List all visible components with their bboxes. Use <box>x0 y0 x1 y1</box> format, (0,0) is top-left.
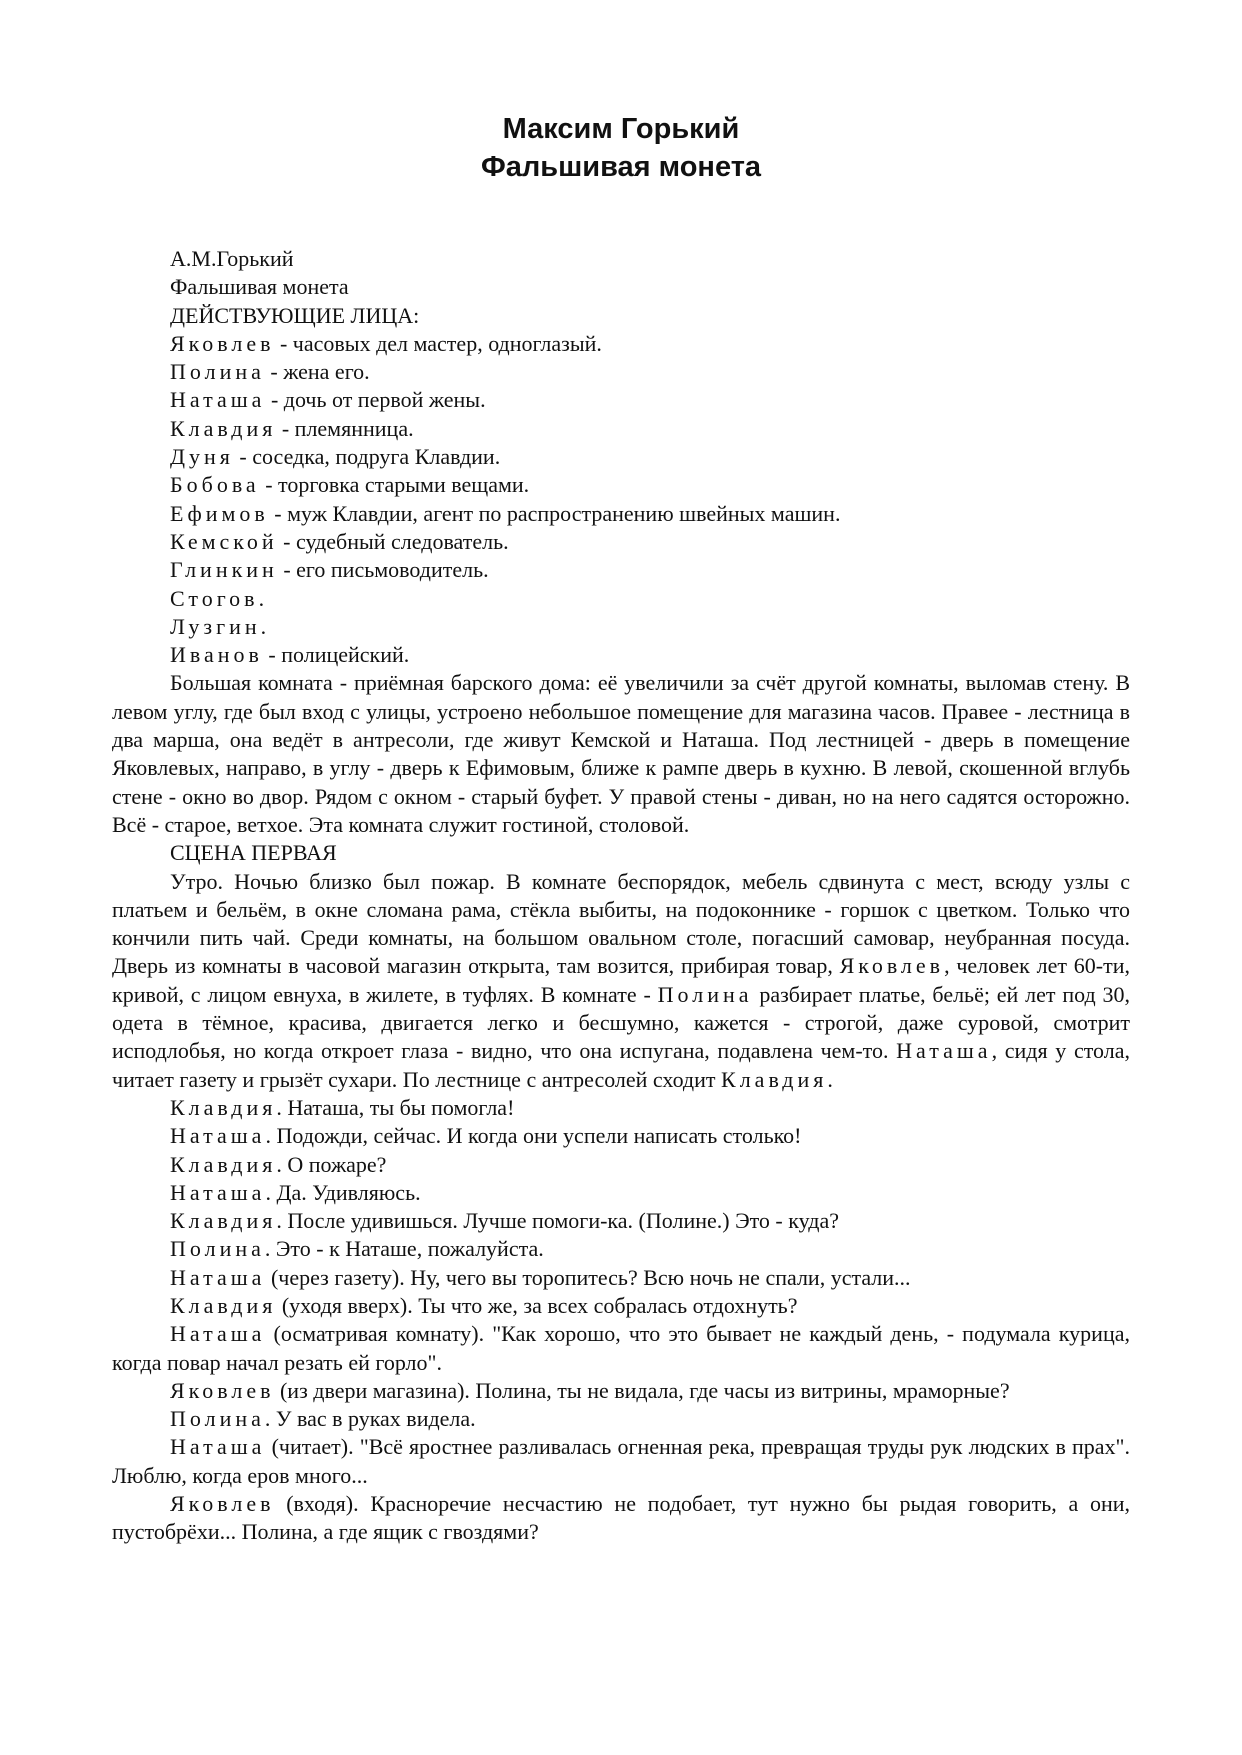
dialogue-line <box>112 1207 1130 1235</box>
cast-item <box>112 415 1130 443</box>
dialogue-text: . Да. Удивляюсь. <box>265 1179 421 1205</box>
cast-desc: . <box>260 613 267 639</box>
cast-item <box>112 641 1130 669</box>
intro-character: Яковлев <box>839 953 945 979</box>
dialogue-line <box>112 1433 1130 1490</box>
speaker-name: Наташа <box>170 1179 266 1205</box>
dialogue-text: . Наташа, ты бы помогла! <box>276 1094 515 1120</box>
intro-text: , человек лет 60-ти, кривой, с лицом евнуха, в жилете, в туфлях. В комнате - <box>112 953 1130 1007</box>
intro-character: Полина <box>657 981 753 1007</box>
cast-item <box>112 500 1130 528</box>
cast-desc: - полицейский. <box>262 642 410 668</box>
intro-character: Клавдия <box>721 1066 828 1092</box>
cast-desc: - племянница. <box>276 415 414 441</box>
title-line: Фальшивая монета <box>170 274 349 300</box>
cast-name: Кемской <box>170 528 278 554</box>
speaker-name: Клавдия <box>170 1094 277 1120</box>
cast-desc: - часовых дел мастер, одноглазый. <box>274 330 602 356</box>
dialogue-text: (входя). Красноречие несчастию не подобает, тут нужно бы рыдая говорить, а они, пустобрёхи... Полина, а где ящик с гвоздями? <box>112 1491 1130 1545</box>
cast-name: Клавдия <box>170 415 277 441</box>
dialogue-text: (через газету). Ну, чего вы торопитесь? Всю ночь не спали, устали... <box>265 1264 911 1290</box>
intro-text: , сидя у стола, читает газету и грызёт сухари. По лестнице с антресолей сходит <box>112 1038 1130 1092</box>
dialogue-line <box>112 1179 1130 1207</box>
cast-item <box>112 443 1130 471</box>
dialogue-text: (из двери магазина). Полина, ты не видала, где часы из витрины, мраморные? <box>274 1377 1010 1403</box>
author-line: А.М.Горький <box>170 246 294 271</box>
setting-paragraph: Большая комната - приёмная барского дома: её увеличили за счёт другой комнаты, выломав стену. В левом углу, где был вход с улицы, устроено небольшое помещение для магазина часов. Правее - лестница в два марша, она ведёт в антресоли, где живут Кемской и Наташа. Под лестницей - дверь в помещение Яковлевых, направо, в углу - дверь к Ефимовым, ближе к рампе дверь в кухню. В левой, скошенной вглубь стене - окно во двор. Рядом с окном - старый буфет. У правой стены - диван, но на него садятся осторожно. Всё - старое, ветхое. Эта комната служит гостиной, столовой. <box>112 670 1130 837</box>
dialogue-line <box>112 1405 1130 1433</box>
speaker-name: Клавдия <box>170 1292 277 1318</box>
cast-desc: - соседка, подруга Клавдии. <box>233 444 501 470</box>
dialogue-text: . О пожаре? <box>276 1151 387 1177</box>
dialogue-text: (осматривая комнату). "Как хорошо, что это бывает не каждый день, - подумала курица, когда повар начал резать ей горло". <box>112 1321 1130 1375</box>
scene-heading: СЦЕНА ПЕРВАЯ <box>170 840 337 866</box>
cast-name: Стогов <box>170 585 259 611</box>
cast-item <box>112 556 1130 584</box>
cast-item <box>112 471 1130 499</box>
speaker-name: Наташа <box>170 1264 266 1290</box>
scene-intro-paragraph <box>112 868 1130 1094</box>
intro-text: Утро. Ночью близко был пожар. В комнате беспорядок, мебель сдвинута с мест, всюду узлы с платьем и бельём, в окне сломана рама, стёкла выбиты, на подоконнике - горшок с цветком. Только что кончили пить чай. Среди комнаты, на большом овальном столе, погасший самовар, неубранная посуда. Дверь из комнаты в часовой магазин открыта, там возится, прибирая товар, <box>112 868 1130 979</box>
cast-name: Глинкин <box>170 557 278 583</box>
dialogue-text: (уходя вверх). Ты что же, за всех собралась отдохнуть? <box>276 1292 798 1318</box>
cast-name: Ефимов <box>170 500 269 526</box>
speaker-name: Клавдия <box>170 1208 277 1234</box>
dialogue-line <box>112 1292 1130 1320</box>
cast-name: Лузгин <box>170 613 261 639</box>
speaker-name: Наташа <box>170 1123 266 1149</box>
speaker-name: Наташа <box>170 1321 266 1347</box>
dialogue-line <box>112 1490 1130 1547</box>
speaker-name: Полина <box>170 1236 265 1262</box>
author-heading: Максим Горький <box>502 113 740 145</box>
cast-desc: - торговка старыми вещами. <box>259 472 530 498</box>
cast-desc: - жена его. <box>264 359 370 385</box>
dialogue-text: (читает). "Всё яростнее разливалась огненная река, превращая труды рук людских в прах". Люблю, когда еров много... <box>112 1434 1130 1488</box>
cast-item <box>112 613 1130 641</box>
cast-name: Яковлев <box>170 330 275 356</box>
cast-list <box>112 330 1130 670</box>
cast-name: Полина <box>170 359 265 385</box>
cast-item <box>112 358 1130 386</box>
document-body <box>112 245 1130 1547</box>
cast-name: Иванов <box>170 642 263 668</box>
cast-desc: - его письмоводитель. <box>277 557 489 583</box>
cast-desc: - муж Клавдии, агент по распространению швейных машин. <box>268 500 841 526</box>
title-heading: Фальшивая монета <box>480 151 762 183</box>
cast-item <box>112 386 1130 414</box>
cast-desc: - судебный следователь. <box>277 528 509 554</box>
cast-heading: ДЕЙСТВУЮЩИЕ ЛИЦА: <box>170 302 420 328</box>
intro-character: Наташа <box>896 1038 992 1064</box>
intro-text: . <box>827 1066 833 1092</box>
dialogue-line <box>112 1264 1130 1292</box>
dialogue-line <box>112 1094 1130 1122</box>
speaker-name: Яковлев <box>170 1491 275 1517</box>
dialogue-line <box>112 1122 1130 1150</box>
intro-text: разбирает платье, бельё; ей лет под 30, одета в тёмное, красива, двигается легко и бесшумно, кажется - строгой, даже суровой, смотрит исподлобья, но когда откроет глаза - видно, что она испугана, подавлена чем-то. <box>112 981 1130 1064</box>
cast-desc: . <box>258 585 265 611</box>
cast-item <box>112 585 1130 613</box>
dialogue-line <box>112 1377 1130 1405</box>
dialogue-text: . У вас в руках видела. <box>264 1406 476 1432</box>
speaker-name: Клавдия <box>170 1151 277 1177</box>
dialogue-text: . Подожди, сейчас. И когда они успели написать столько! <box>265 1123 802 1149</box>
dialogue-line <box>112 1151 1130 1179</box>
dialogue-line <box>112 1235 1130 1263</box>
speaker-name: Полина <box>170 1406 265 1432</box>
cast-item <box>112 330 1130 358</box>
cast-name: Бобова <box>170 472 260 498</box>
dialogue-line <box>112 1320 1130 1377</box>
cast-desc: - дочь от первой жены. <box>265 387 486 413</box>
speaker-name: Наташа <box>170 1434 266 1460</box>
cast-name: Дуня <box>170 444 234 470</box>
dialogue-text: . Это - к Наташе, пожалуйста. <box>264 1236 544 1262</box>
cast-item <box>112 528 1130 556</box>
cast-name: Наташа <box>170 387 266 413</box>
speaker-name: Яковлев <box>170 1377 275 1403</box>
dialogue-text: . После удивишься. Лучше помоги-ка. (Полине.) Это - куда? <box>276 1208 839 1234</box>
